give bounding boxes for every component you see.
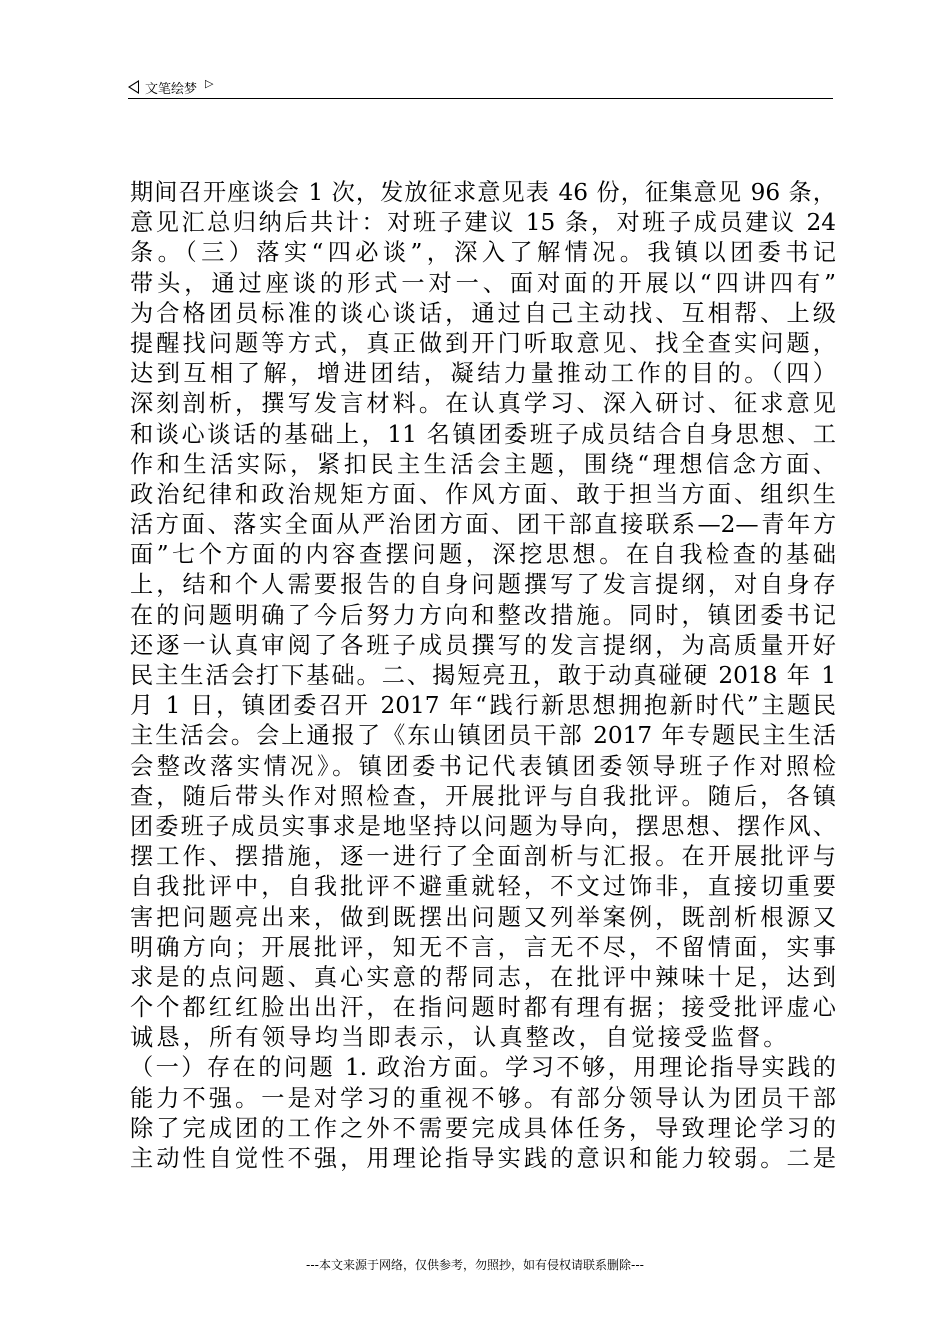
body-line: 还逐一认真审阅了各班子成员撰写的发言提纲，为高质量开好 bbox=[130, 631, 836, 659]
body-line: 摆工作、摆措施，逐一进行了全面剖析与汇报。在开展批评与 bbox=[130, 843, 836, 871]
page-footer: ---本文来源于网络，仅供参考，勿照抄，如有侵权请联系删除--- bbox=[306, 1258, 644, 1272]
body-line: 在的问题明确了今后努力方向和整改措施。同时，镇团委书记 bbox=[130, 601, 836, 629]
body-line: 诚恳，所有领导均当即表示，认真整改，自觉接受监督。 bbox=[130, 1024, 790, 1052]
body-line: 民主生活会打下基础。二、揭短亮丑，敢于动真碰硬 2018 年 1 bbox=[130, 662, 836, 689]
triangle-right-outline-icon: ▷ bbox=[205, 76, 214, 90]
body-line: 面”七个方面的内容查摆问题，深挖思想。在自我检查的基础 bbox=[130, 541, 836, 569]
body-line: 个个都红红脸出出汗，在指问题时都有理有据；接受批评虚心 bbox=[130, 994, 836, 1022]
body-line: 能力不强。一是对学习的重视不够。有部分领导认为团员干部 bbox=[130, 1084, 836, 1112]
body-line: 主动性自觉性不强，用理论指导实践的意识和能力较弱。二是 bbox=[130, 1145, 836, 1172]
document-body bbox=[130, 178, 836, 1174]
body-line: 深刻剖析，撰写发言材料。在认真学习、深入研讨、征求意见 bbox=[130, 390, 836, 418]
body-line: 提醒找问题等方式，真正做到开门听取意见、找全查实问题， bbox=[130, 329, 836, 357]
body-line: 查，随后带头作对照检查，开展批评与自我批评。随后，各镇 bbox=[130, 782, 836, 810]
body-line: 条。（三）落实“四必谈”，深入了解情况。我镇以团委书记 bbox=[130, 239, 836, 267]
body-line: 和谈心谈话的基础上，11 名镇团委班子成员结合自身思想、工 bbox=[130, 420, 836, 448]
page-header bbox=[128, 76, 833, 99]
body-line: 主生活会。会上通报了《东山镇团员干部 2017 年专题民主生活 bbox=[130, 722, 836, 750]
body-line: 达到互相了解，增进团结，凝结力量推动工作的目的。（四） bbox=[130, 360, 836, 388]
body-line: 为合格团员标准的谈心谈话，通过自己主动找、互相帮、上级 bbox=[130, 299, 836, 327]
body-line: 作和生活实际，紧扣民主生活会主题，围绕“理想信念方面、 bbox=[130, 450, 836, 478]
body-line: 期间召开座谈会 1 次，发放征求意见表 46 份，征集意见 96 条， bbox=[130, 179, 836, 206]
body-line: 政治纪律和政治规矩方面、作风方面、敢于担当方面、组织生 bbox=[130, 480, 836, 508]
body-line: 求是的点问题、真心实意的帮同志，在批评中辣味十足，达到 bbox=[130, 963, 836, 991]
body-line: 除了完成团的工作之外不需要完成具体任务，导致理论学习的 bbox=[130, 1114, 836, 1142]
body-line: 带头，通过座谈的形式一对一、面对面的开展以“四讲四有” bbox=[130, 269, 836, 297]
body-line: 自我批评中，自我批评不避重就轻，不文过饰非，直接切重要 bbox=[130, 873, 836, 901]
body-line: 意见汇总归纳后共计：对班子建议 15 条，对班子成员建议 24 bbox=[130, 209, 836, 237]
body-line: 害把问题亮出来，做到既摆出问题又列举案例，既剖析根源又 bbox=[130, 903, 836, 931]
body-line: 明确方向；开展批评，知无不言，言无不尽，不留情面，实事 bbox=[130, 933, 836, 961]
header-title: 文笔绘梦 bbox=[145, 81, 198, 97]
body-line: 活方面、落实全面从严治团方面、团干部直接联系—2—青年方 bbox=[130, 511, 836, 539]
body-line: 会整改落实情况》。镇团委书记代表镇团委领导班子作对照检 bbox=[130, 752, 836, 780]
body-line: （一）存在的问题 1. 政治方面。学习不够，用理论指导实践的 bbox=[130, 1054, 836, 1082]
body-line: 团委班子成员实事求是地坚持以问题为导向，摆思想、摆作风、 bbox=[130, 812, 836, 840]
body-line: 上，结和个人需要报告的自身问题撰写了发言提纲，对自身存 bbox=[130, 571, 836, 599]
triangle-left-outline-icon bbox=[128, 80, 139, 94]
body-line: 月 1 日，镇团委召开 2017 年“践行新思想拥抱新时代”主题民 bbox=[130, 692, 836, 720]
